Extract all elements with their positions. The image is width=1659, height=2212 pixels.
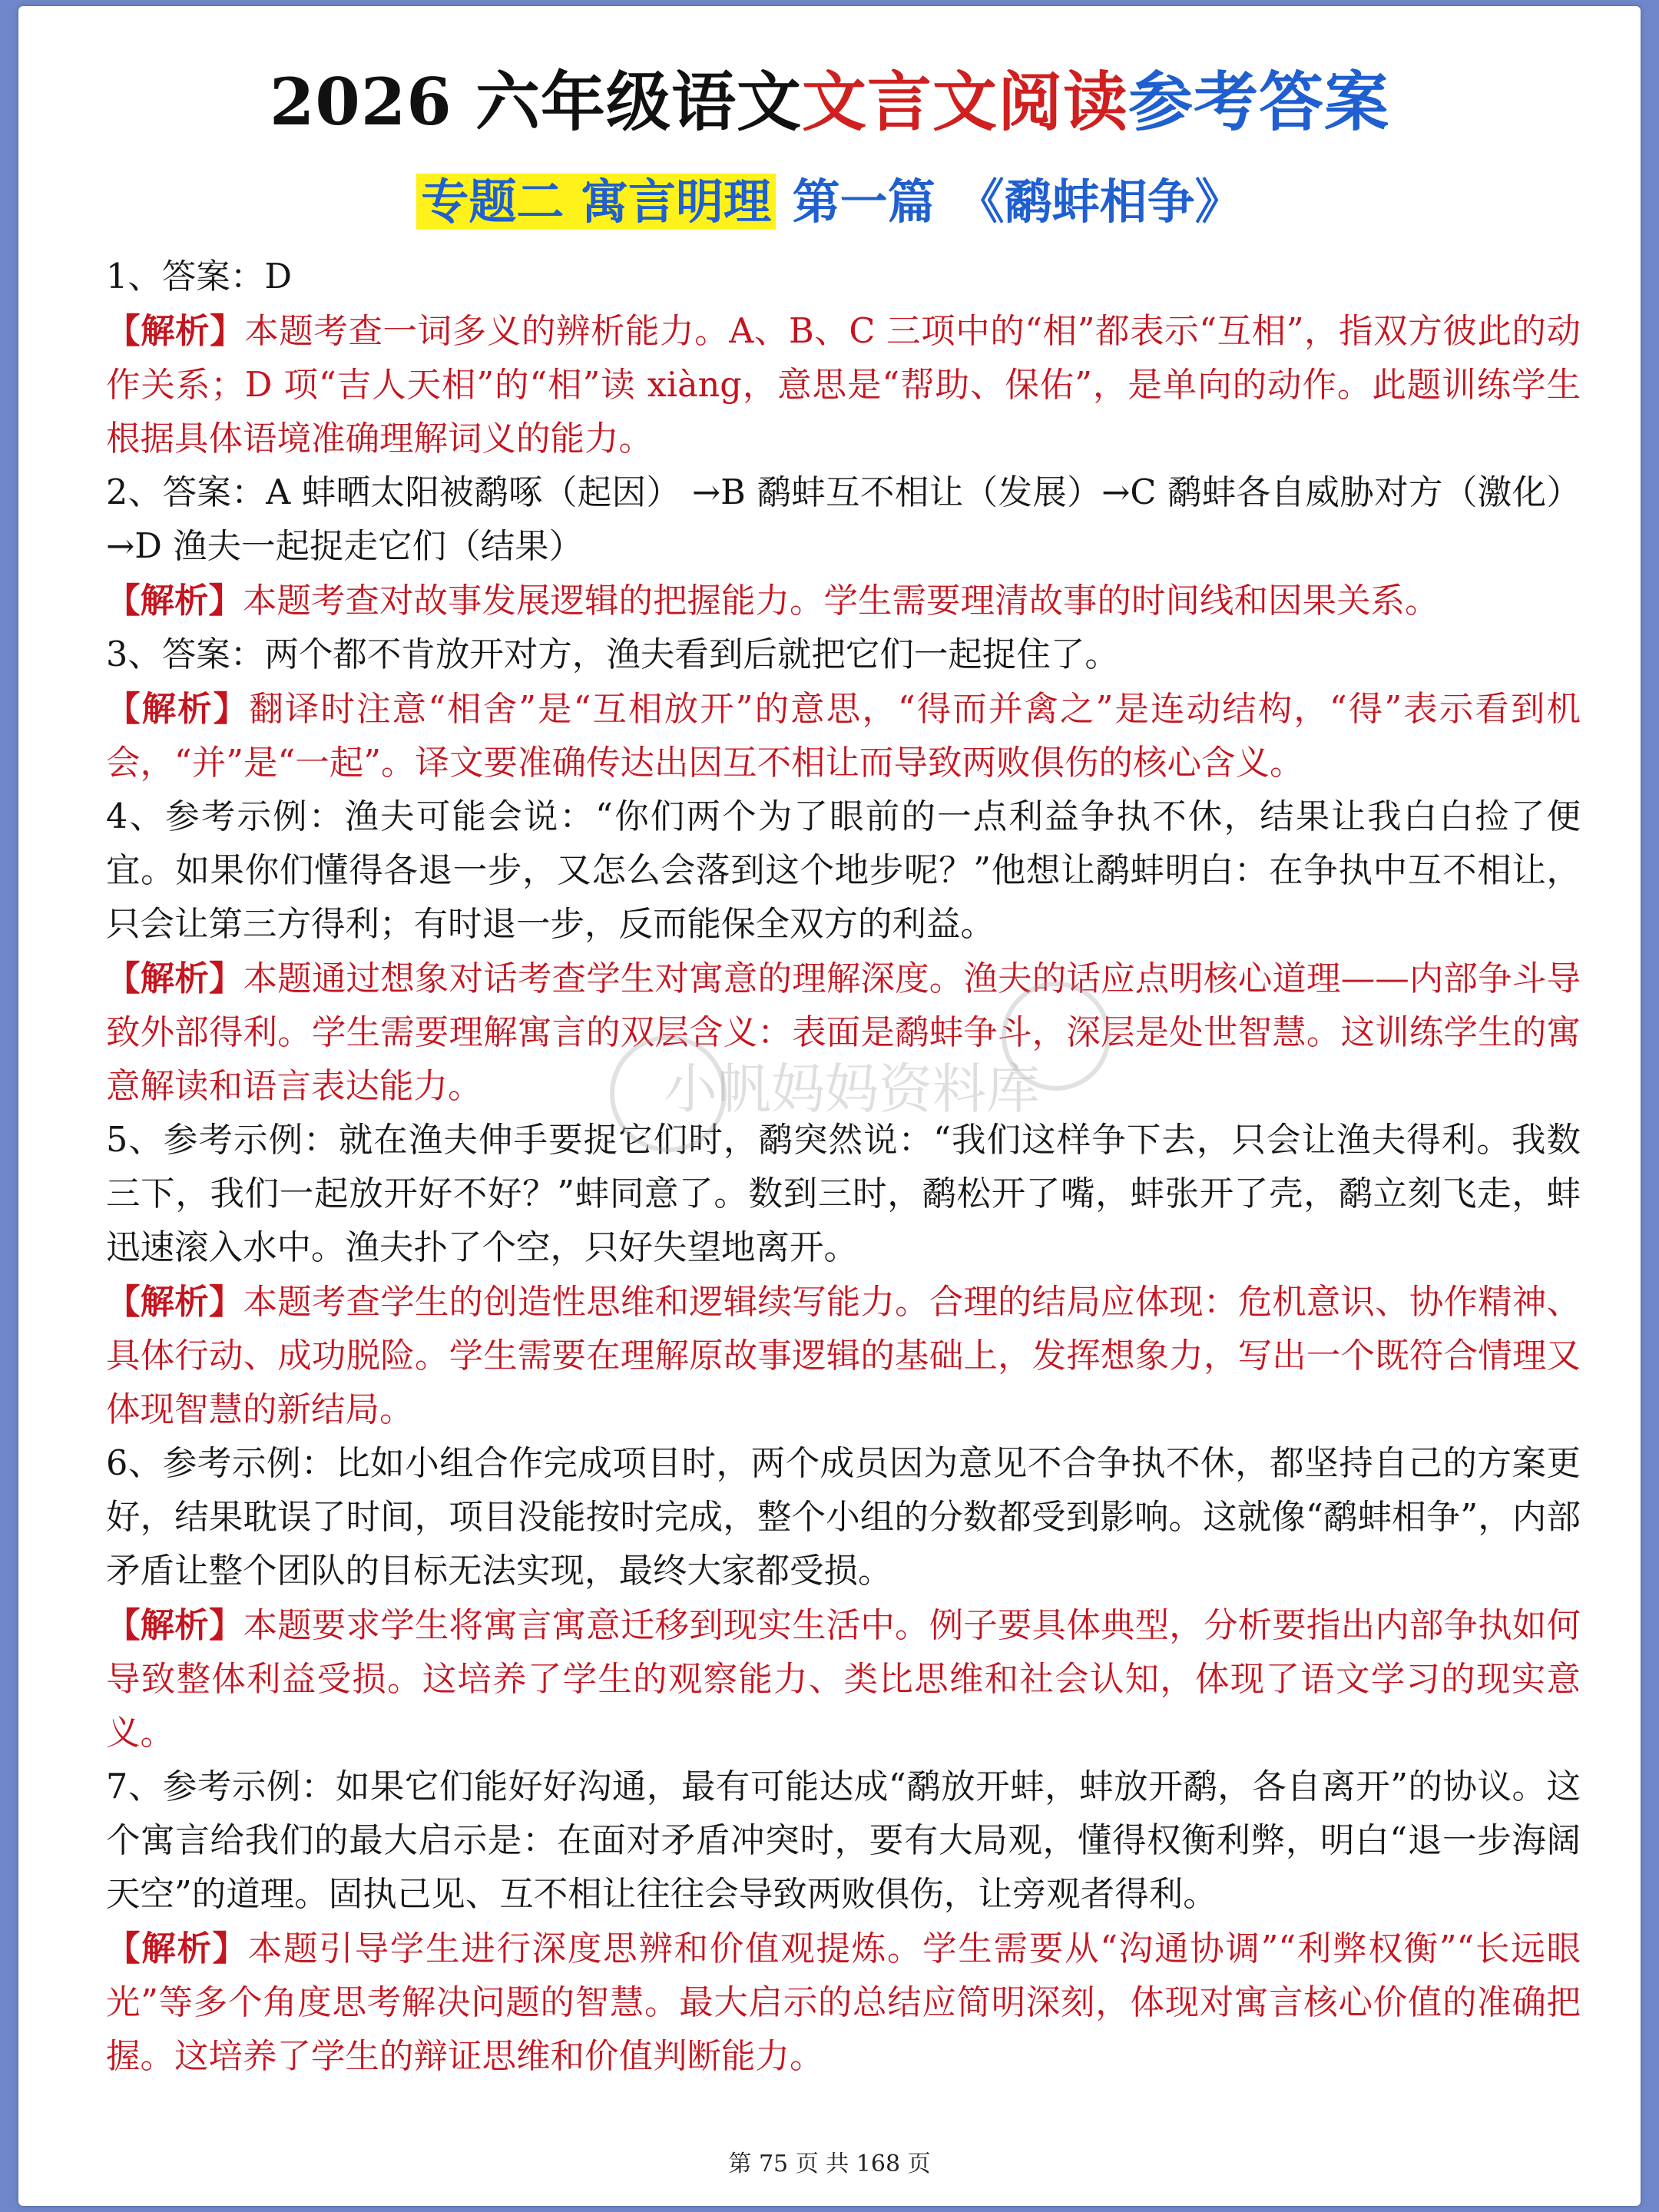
subtitle-topic: 专题二 寓言明理 <box>416 174 776 230</box>
page-title <box>18 60 1641 144</box>
explanation-tag: 【解析】 <box>106 311 245 351</box>
footer-suffix: 页 <box>907 2151 931 2177</box>
subtitle-chapter: 第一篇 <box>792 174 935 230</box>
watermark <box>664 1028 1140 1151</box>
explanation-text: 本题要求学生将寓言寓意迁移到现实生活中。例子要具体典型，分析要指出内部争执如何导致整体利益受损。这培养了学生的观察能力、类比思维和社会认知，体现了语文学习的现实意义。 <box>106 1606 1581 1753</box>
answer-question-4: 4、参考示例：渔夫可能会说：“你们两个为了眼前的一点利益争执不休，结果让我白白捡了便宜。如果你们懂得各退一步，又怎么会落到这个地步呢？”他想让鹬蚌明白：在争执中互不相让，只会让第三方得利；有时退一步，反而能保全双方的利益。 <box>106 797 1581 944</box>
explanation-tag: 【解析】 <box>106 1282 243 1322</box>
title-answers: 参考答案 <box>1128 64 1390 140</box>
answer-explanation-1 <box>106 304 1581 466</box>
answer-question-5: 5、参考示例：就在渔夫伸手要捉它们时，鹬突然说：“我们这样争下去，只会让渔夫得利。我数三下，我们一起放开好不好？”蚌同意了。数到三时，鹬松开了嘴，蚌张开了壳，鹬立刻飞走，蚌迅速滚入水中。渔夫扑了个空，只好失望地离开。 <box>106 1121 1581 1267</box>
answer-question-1: 1、答案：D <box>106 257 292 296</box>
footer-current-page: 75 <box>758 2151 789 2177</box>
title-topic: 文言文阅读 <box>802 64 1129 140</box>
watermark-text: 小帆妈妈资料库 <box>664 1058 1040 1121</box>
answer-question-2: 2、答案：A 蚌晒太阳被鹬啄（起因） →B 鹬蚌互不相让（发展）→C 鹬蚌各自威胁对方（激化）→D 渔夫一起捉走它们（结果） <box>106 473 1581 566</box>
title-grade: 六年级语文 <box>475 64 803 140</box>
explanation-text: 本题考查对故事发展逻辑的把握能力。学生需要理清故事的时间线和因果关系。 <box>243 581 1439 621</box>
footer-total-pages: 168 <box>856 2151 901 2177</box>
page-subtitle <box>18 167 1641 237</box>
explanation-tag: 【解析】 <box>106 689 250 729</box>
title-year: 2026 <box>269 64 452 140</box>
answer-explanation-5 <box>106 1275 1581 1437</box>
explanation-tag: 【解析】 <box>106 581 243 621</box>
answer-explanation-7 <box>106 1922 1581 2084</box>
answer-question-7: 7、参考示例：如果它们能好好沟通，最有可能达成“鹬放开蚌，蚌放开鹬，各自离开”的协议。这个寓言给我们的最大启示是：在面对矛盾冲突时，要有大局观，懂得权衡利弊，明白“退一步海阔天空”的道理。固执己见、互不相让往往会导致两败俱伤，让旁观者得利。 <box>106 1767 1581 1914</box>
explanation-text: 本题引导学生进行深度思辨和价值观提炼。学生需要从“沟通协调”“利弊权衡”“长远眼光”等多个角度思考解决问题的智慧。最大启示的总结应简明深刻，体现对寓言核心价值的准确把握。这培养了学生的辩证思维和价值判断能力。 <box>106 1929 1581 2076</box>
explanation-tag: 【解析】 <box>106 959 243 998</box>
explanation-tag: 【解析】 <box>106 1929 248 1969</box>
answer-list <box>106 250 1581 2084</box>
document-page <box>18 6 1641 2206</box>
watermark-circle-icon <box>1002 982 1111 1091</box>
explanation-text: 本题考查一词多义的辨析能力。A、B、C 三项中的“相”都表示“互相”，指双方彼此的动作关系；D 项“吉人天相”的“相”读 xiàng，意思是“帮助、保佑”，是单向的动作。此题训练学生根据具体语境准确理解词义的能力。 <box>106 312 1581 459</box>
explanation-tag: 【解析】 <box>106 1605 243 1645</box>
answer-explanation-6 <box>106 1598 1581 1760</box>
answer-explanation-2 <box>106 574 1581 628</box>
watermark-circle-icon <box>610 1035 727 1152</box>
answer-question-6: 6、参考示例：比如小组合作完成项目时，两个成员因为意见不合争执不休，都坚持自己的方案更好，结果耽误了时间，项目没能按时完成，整个小组的分数都受到影响。这就像“鹬蚌相争”，内部矛盾让整个团队的目标无法实现，最终大家都受损。 <box>106 1444 1581 1591</box>
explanation-text: 本题考查学生的创造性思维和逻辑续写能力。合理的结局应体现：危机意识、协作精神、具体行动、成功脱险。学生需要在理解原故事逻辑的基础上，发挥想象力，写出一个既符合情理又体现智慧的新结局。 <box>106 1283 1581 1429</box>
footer-middle: 页 共 <box>795 2151 849 2177</box>
footer-prefix: 第 <box>728 2151 752 2177</box>
explanation-text: 翻译时注意“相舍”是“互相放开”的意思，“得而并禽之”是连动结构，“得”表示看到机会，“并”是“一起”。译文要准确传达出因互不相让而导致两败俱伤的核心含义。 <box>106 690 1581 783</box>
answer-question-3: 3、答案：两个都不肯放开对方，渔夫看到后就把它们一起捉住了。 <box>106 635 1119 674</box>
subtitle-story: 《鹬蚌相争》 <box>956 174 1243 230</box>
explanation-text: 本题通过想象对话考查学生对寓意的理解深度。渔夫的话应点明核心道理——内部争斗导致外部得利。学生需要理解寓言的双层含义：表面是鹬蚌争斗，深层是处世智慧。这训练学生的寓意解读和语言表达能力。 <box>106 959 1581 1106</box>
answer-explanation-3 <box>106 682 1581 790</box>
page-footer <box>18 2149 1641 2180</box>
